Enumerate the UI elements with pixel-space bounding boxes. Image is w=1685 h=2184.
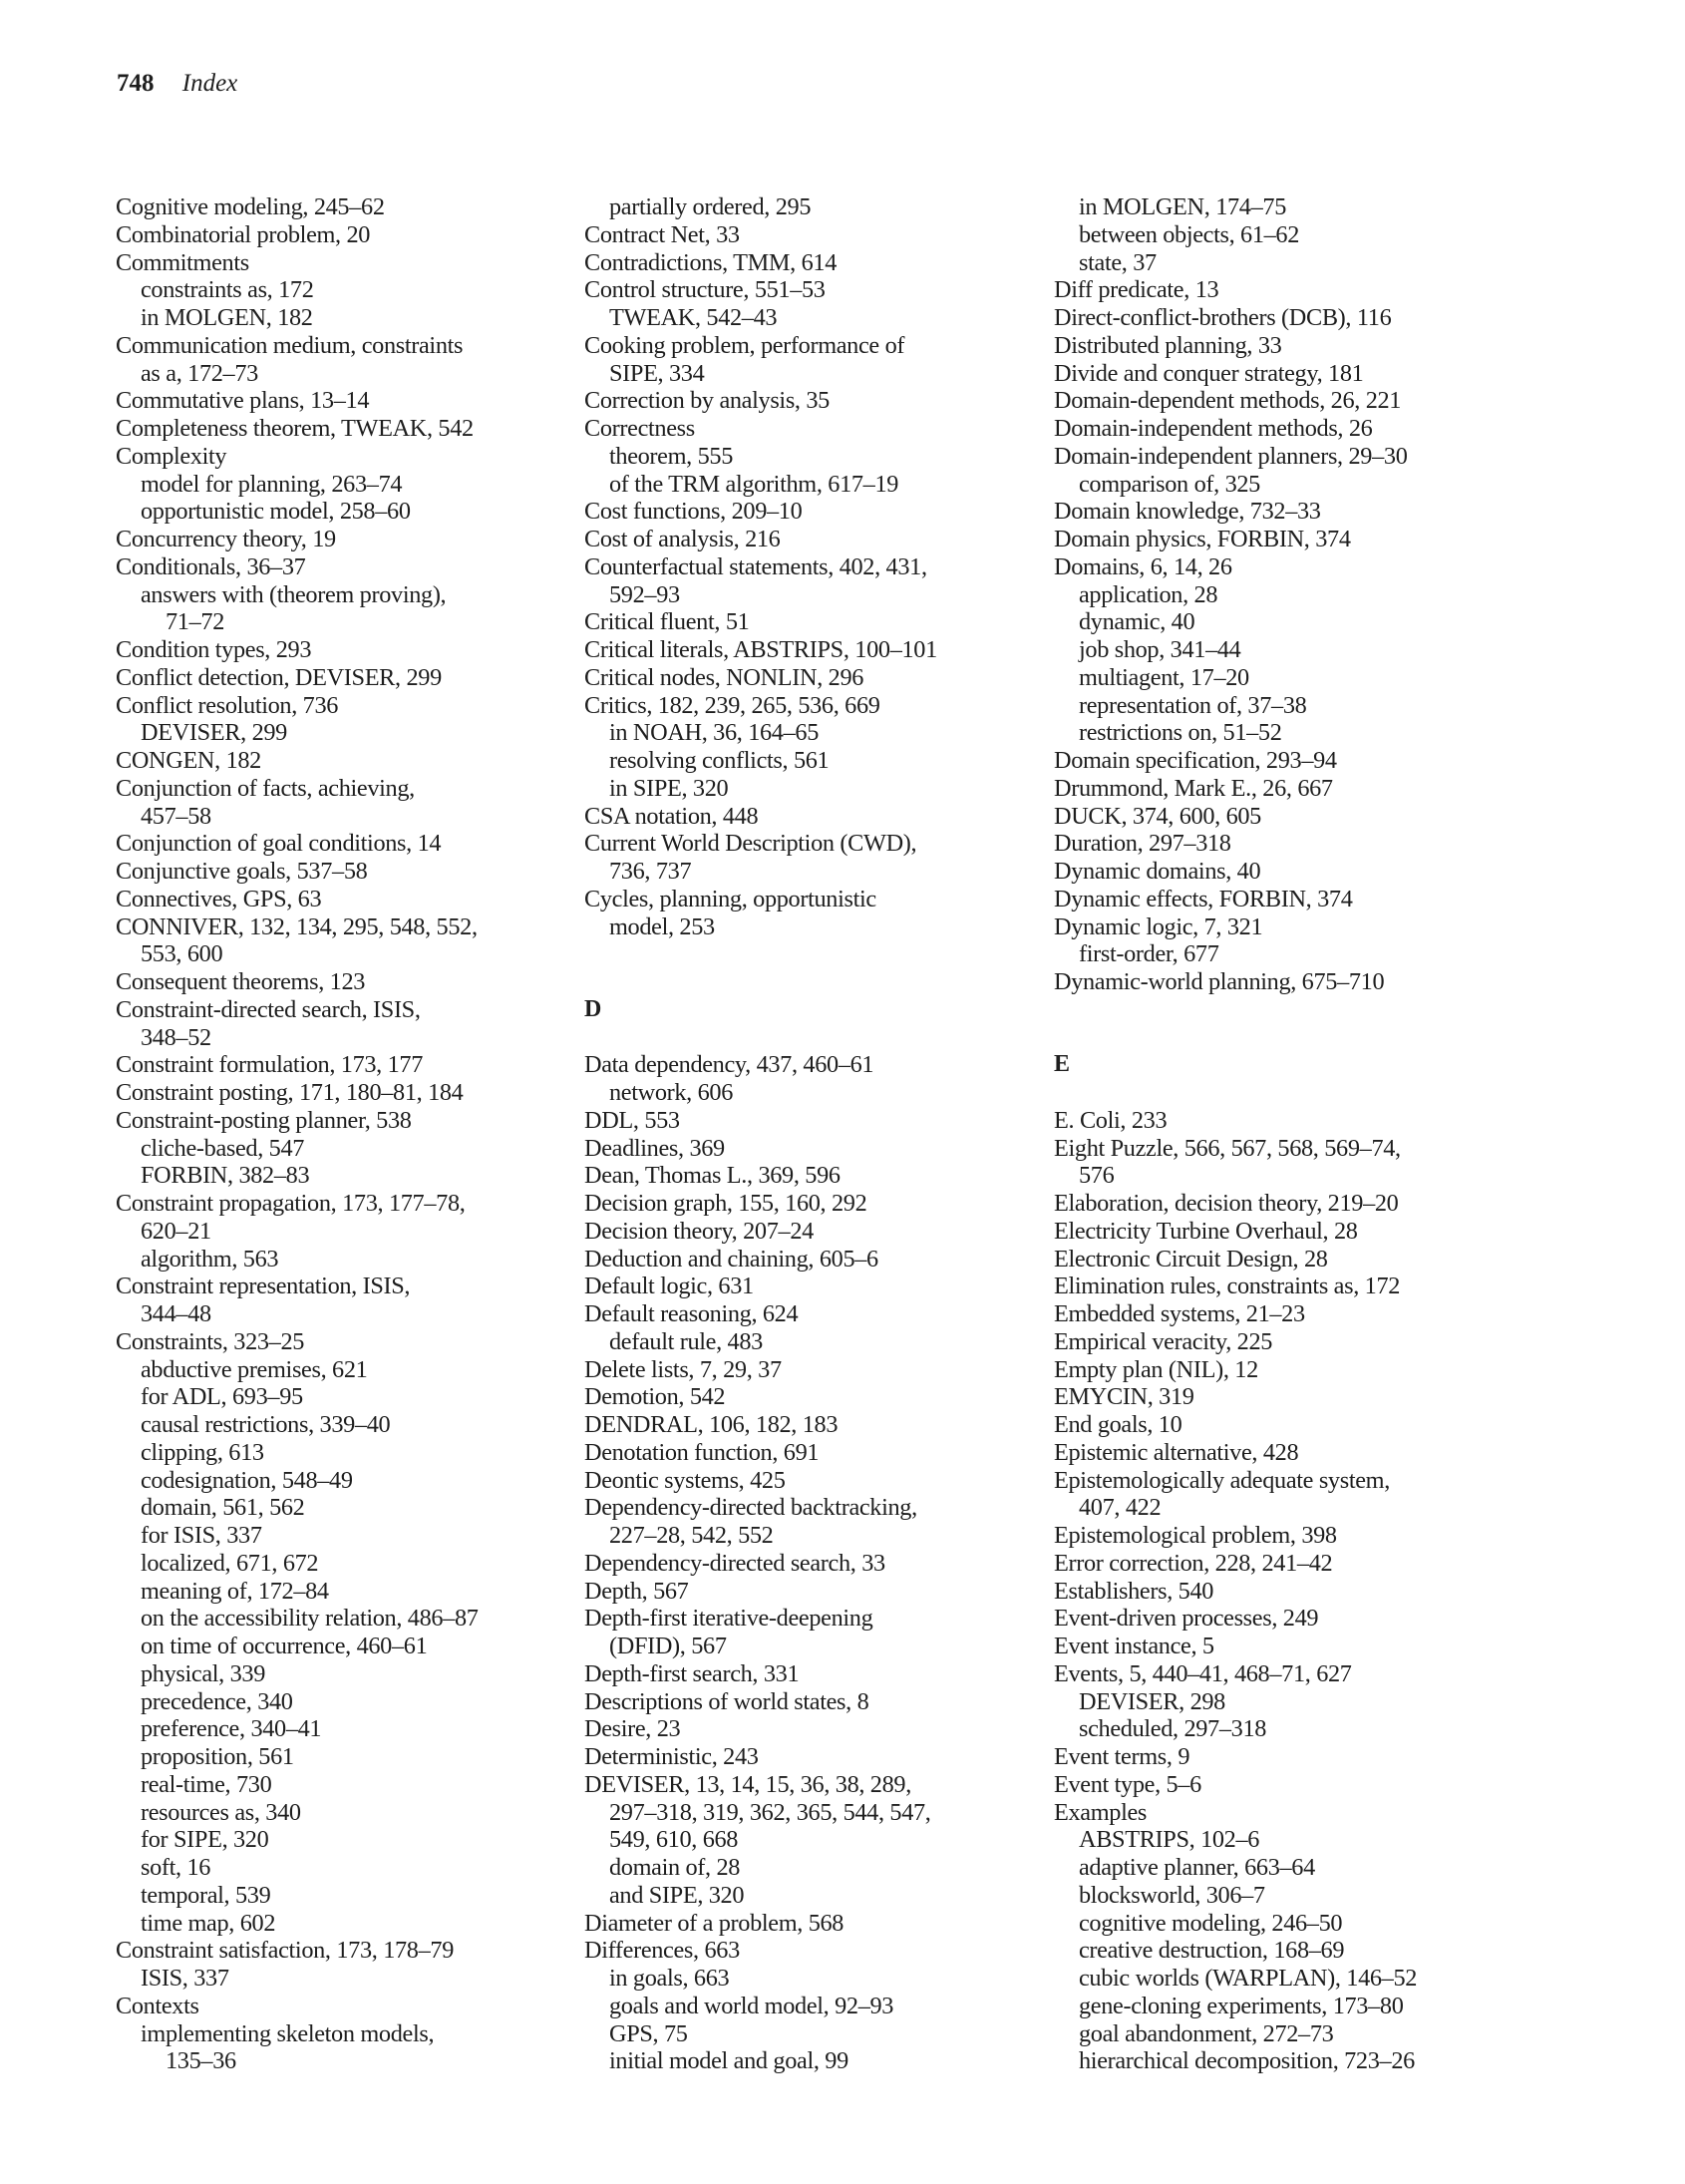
index-entry: Dependency-directed search, 33 [584,1549,885,1577]
index-subentry: cognitive modeling, 246–50 [1079,1909,1343,1937]
index-entry: Conditionals, 36–37 [116,552,306,580]
index-entry: Diff predicate, 13 [1054,276,1219,304]
index-entry: Event-driven processes, 249 [1054,1605,1319,1633]
index-subentry: 227–28, 542, 552 [609,1522,774,1549]
index-entry: Counterfactual statements, 402, 431, [584,552,927,580]
index-entry: Event instance, 5 [1054,1633,1214,1659]
index-entry: Cycles, planning, opportunistic [584,885,876,912]
index-subentry: 592–93 [609,580,680,608]
index-subentry: adaptive planner, 663–64 [1079,1854,1315,1881]
index-entry: Decision theory, 207–24 [584,1217,814,1245]
index-subentry: dynamic, 40 [1079,608,1195,636]
index-entry: Divide and conquer strategy, 181 [1054,359,1364,387]
index-entry: Domain-independent methods, 26 [1054,415,1373,442]
index-entry: Connectives, GPS, 63 [116,885,322,912]
index-entry: Event type, 5–6 [1054,1770,1201,1798]
index-subentry: proposition, 561 [141,1743,294,1770]
index-subentry: between objects, 61–62 [1079,220,1300,248]
index-entry: Conjunction of goal conditions, 14 [116,830,442,858]
index-subentry: application, 28 [1079,580,1218,608]
index-entry: E. Coli, 233 [1054,1106,1168,1134]
index-entry: Desire, 23 [584,1715,681,1743]
index-entry: Embedded systems, 21–23 [1054,1300,1305,1327]
index-entry: Critical literals, ABSTRIPS, 100–101 [584,636,937,663]
index-entry: Error correction, 228, 241–42 [1054,1549,1333,1577]
index-subentry: 736, 737 [609,858,692,885]
index-entry: Domain physics, FORBIN, 374 [1054,526,1351,552]
running-title: Index [181,70,238,97]
index-entry: Contradictions, TMM, 614 [584,248,838,276]
index-subentry: 553, 600 [141,940,223,968]
index-subentry: localized, 671, 672 [141,1549,319,1577]
index-subentry: model, 253 [609,912,715,940]
index-subentry: 135–36 [166,2047,236,2075]
index-subentry: soft, 16 [141,1854,211,1881]
index-entry: Critical nodes, NONLIN, 296 [584,663,864,691]
index-subentry: for SIPE, 320 [141,1826,269,1854]
index-subentry: hierarchical decomposition, 723–26 [1079,2047,1415,2075]
index-subentry: 576 [1079,1162,1115,1190]
index-entry: End goals, 10 [1054,1411,1182,1438]
index-entry: Constraint-directed search, ISIS, [116,995,421,1023]
index-entry: Cost of analysis, 216 [584,526,781,552]
index-entry: Elimination rules, constraints as, 172 [1054,1273,1401,1300]
index-entry: Constraint formulation, 173, 177 [116,1051,424,1079]
index-entry: Delete lists, 7, 29, 37 [584,1355,782,1383]
index-entry: Correctness [584,415,695,442]
index-entry: Constraint-posting planner, 538 [116,1106,412,1134]
index-subentry: DEVISER, 299 [141,719,287,747]
index-entry: Complexity [116,442,227,470]
index-subentry: DEVISER, 298 [1079,1687,1225,1715]
index-entry: Denotation function, 691 [584,1438,820,1466]
index-entry: Depth-first iterative-deepening [584,1605,873,1633]
index-entry: Dynamic logic, 7, 321 [1054,912,1263,940]
index-subentry: comparison of, 325 [1079,470,1260,498]
index-subentry: scheduled, 297–318 [1079,1715,1267,1743]
index-subentry: 344–48 [141,1300,211,1327]
index-subentry: 620–21 [141,1217,211,1245]
index-subentry: network, 606 [609,1079,734,1106]
index-subentry: model for planning, 263–74 [141,470,403,498]
index-subentry: default rule, 483 [609,1327,763,1355]
index-subentry: resolving conflicts, 561 [609,747,830,774]
index-subentry: physical, 339 [141,1659,266,1687]
index-subentry: multiagent, 17–20 [1079,663,1249,691]
index-entry: Control structure, 551–53 [584,276,826,304]
index-subentry: preference, 340–41 [141,1715,322,1743]
index-entry: Commutative plans, 13–14 [116,387,370,415]
index-subentry: 297–318, 319, 362, 365, 544, 547, [609,1798,931,1826]
index-entry: EMYCIN, 319 [1054,1383,1194,1411]
index-entry: Distributed planning, 33 [1054,331,1282,359]
index-subentry: algorithm, 563 [141,1245,279,1273]
index-subentry: restrictions on, 51–52 [1079,719,1282,747]
index-entry: Dynamic-world planning, 675–710 [1054,968,1385,995]
page-header [117,70,237,98]
section-letter-heading: D [584,995,601,1022]
index-subentry: in MOLGEN, 182 [141,304,313,331]
index-column-2 [584,193,1023,2075]
index-subentry: real-time, 730 [141,1770,272,1798]
index-subentry: 549, 610, 668 [609,1826,739,1854]
spacer [1054,1024,1493,1052]
index-subentry: 407, 422 [1079,1494,1162,1522]
index-entry: Descriptions of world states, 8 [584,1687,869,1715]
index-entry: Domain-dependent methods, 26, 221 [1054,387,1402,415]
index-entry: Contexts [116,1992,199,2019]
index-entry: CONGEN, 182 [116,747,261,774]
index-entry: Establishers, 540 [1054,1577,1214,1605]
index-entry: Differences, 663 [584,1937,740,1965]
index-entry: Decision graph, 155, 160, 292 [584,1190,867,1217]
index-subentry: in goals, 663 [609,1965,730,1992]
index-subentry: causal restrictions, 339–40 [141,1411,391,1438]
index-entry: Conjunction of facts, achieving, [116,774,415,802]
index-subentry: meaning of, 172–84 [141,1577,329,1605]
index-entry: Correction by analysis, 35 [584,387,830,415]
index-subentry: on time of occurrence, 460–61 [141,1633,428,1659]
index-subentry: of the TRM algorithm, 617–19 [609,470,899,498]
index-subentry: domain of, 28 [609,1854,741,1881]
index-entry: Conjunctive goals, 537–58 [116,858,368,885]
index-entry: Epistemological problem, 398 [1054,1522,1337,1549]
index-subentry: 457–58 [141,802,211,830]
spacer [1054,1079,1493,1107]
index-entry: Domains, 6, 14, 26 [1054,552,1232,580]
index-entry: Dean, Thomas L., 369, 596 [584,1162,841,1190]
index-entry: Cognitive modeling, 245–62 [116,193,385,220]
index-subentry: in NOAH, 36, 164–65 [609,719,819,747]
index-subentry: clipping, 613 [141,1438,264,1466]
index-subentry: cliche-based, 547 [141,1134,305,1162]
index-entry: Concurrency theory, 19 [116,526,336,552]
index-entry: Conflict resolution, 736 [116,691,339,719]
index-entry: Cost functions, 209–10 [584,498,803,526]
index-entry: CSA notation, 448 [584,802,759,830]
index-subentry: domain, 561, 562 [141,1494,305,1522]
index-entry: Commitments [116,248,249,276]
index-entry: DDL, 553 [584,1106,680,1134]
index-entry: Dynamic domains, 40 [1054,858,1261,885]
section-letter-heading: E [1054,1051,1070,1078]
index-entry: Constraint propagation, 173, 177–78, [116,1190,466,1217]
index-entry: Drummond, Mark E., 26, 667 [1054,774,1333,802]
index-entry: Deontic systems, 425 [584,1466,786,1494]
index-subentry: SIPE, 334 [609,359,705,387]
index-entry: Epistemic alternative, 428 [1054,1438,1299,1466]
index-subentry: first-order, 677 [1079,940,1219,968]
index-entry: Eight Puzzle, 566, 567, 568, 569–74, [1054,1134,1401,1162]
index-subentry: abductive premises, 621 [141,1355,368,1383]
spacer [584,1024,1023,1052]
index-entry: Communication medium, constraints [116,331,464,359]
index-subentry: in MOLGEN, 174–75 [1079,193,1286,220]
index-entry: Examples [1054,1798,1148,1826]
index-entry: Cooking problem, performance of [584,331,905,359]
index-column-1 [116,193,554,2075]
index-entry: Critics, 182, 239, 265, 536, 669 [584,691,880,719]
index-entry: Events, 5, 440–41, 468–71, 627 [1054,1659,1352,1687]
index-entry: Conflict detection, DEVISER, 299 [116,663,442,691]
index-entry: Constraint representation, ISIS, [116,1273,411,1300]
index-entry: Completeness theorem, TWEAK, 542 [116,415,474,442]
index-entry: Default reasoning, 624 [584,1300,799,1327]
index-subentry: implementing skeleton models, [141,2019,435,2047]
index-entry: Depth-first search, 331 [584,1659,800,1687]
index-subentry: initial model and goal, 99 [609,2047,848,2075]
index-subentry: time map, 602 [141,1909,276,1937]
index-subentry: precedence, 340 [141,1687,293,1715]
index-entry: Event terms, 9 [1054,1743,1190,1770]
index-subentry: for ADL, 693–95 [141,1383,303,1411]
index-entry: Constraint posting, 171, 180–81, 184 [116,1079,464,1106]
index-subentry: constraints as, 172 [141,276,314,304]
index-subentry: blocksworld, 306–7 [1079,1881,1265,1909]
index-subentry: theorem, 555 [609,442,733,470]
index-subentry: on the accessibility relation, 486–87 [141,1605,479,1633]
index-entry: Domain knowledge, 732–33 [1054,498,1321,526]
index-subentry: job shop, 341–44 [1079,636,1241,663]
index-entry: Elaboration, decision theory, 219–20 [1054,1190,1399,1217]
index-entry: Default logic, 631 [584,1273,754,1300]
index-entry: DENDRAL, 106, 182, 183 [584,1411,839,1438]
index-subentry: goals and world model, 92–93 [609,1992,894,2019]
index-entry: Electricity Turbine Overhaul, 28 [1054,1217,1358,1245]
spacer [584,940,1023,968]
index-entry: Depth, 567 [584,1577,689,1605]
index-entry: Duration, 297–318 [1054,830,1231,858]
index-entry: Deduction and chaining, 605–6 [584,1245,878,1273]
index-entry: Diameter of a problem, 568 [584,1909,844,1937]
index-subentry: for ISIS, 337 [141,1522,262,1549]
index-entry: Constraint satisfaction, 173, 178–79 [116,1937,454,1965]
index-entry: Condition types, 293 [116,636,312,663]
index-entry: DUCK, 374, 600, 605 [1054,802,1261,830]
index-subentry: (DFID), 567 [609,1633,727,1659]
index-entry: Empty plan (NIL), 12 [1054,1355,1258,1383]
index-subentry: in SIPE, 320 [609,774,729,802]
index-subentry: cubic worlds (WARPLAN), 146–52 [1079,1965,1418,1992]
index-subentry: ABSTRIPS, 102–6 [1079,1826,1260,1854]
index-entry: DEVISER, 13, 14, 15, 36, 38, 289, [584,1770,911,1798]
index-subentry: goal abandonment, 272–73 [1079,2019,1334,2047]
index-subentry: temporal, 539 [141,1881,271,1909]
index-entry: Contract Net, 33 [584,220,740,248]
index-subentry: as a, 172–73 [141,359,258,387]
page-number: 748 [117,70,155,97]
index-subentry: gene-cloning experiments, 173–80 [1079,1992,1404,2019]
index-subentry: FORBIN, 382–83 [141,1162,310,1190]
index-subentry: 71–72 [166,608,224,636]
index-entry: Empirical veracity, 225 [1054,1327,1273,1355]
index-subentry: answers with (theorem proving), [141,580,447,608]
index-column-3 [1054,193,1493,2075]
index-subentry: TWEAK, 542–43 [609,304,778,331]
index-subentry: ISIS, 337 [141,1965,229,1992]
spacer [1054,996,1493,1024]
index-entry: Direct-conflict-brothers (DCB), 116 [1054,304,1392,331]
spacer [584,968,1023,996]
index-subentry: GPS, 75 [609,2019,688,2047]
index-entry: CONNIVER, 132, 134, 295, 548, 552, [116,912,478,940]
index-entry: Current World Description (CWD), [584,830,917,858]
index-subentry: and SIPE, 320 [609,1881,745,1909]
index-entry: Combinatorial problem, 20 [116,220,371,248]
index-subentry: codesignation, 548–49 [141,1466,353,1494]
index-entry: Deadlines, 369 [584,1134,725,1162]
index-entry: Critical fluent, 51 [584,608,750,636]
index-entry: Dynamic effects, FORBIN, 374 [1054,885,1353,912]
index-entry: Demotion, 542 [584,1383,726,1411]
index-entry: Data dependency, 437, 460–61 [584,1051,874,1079]
index-subentry: state, 37 [1079,248,1157,276]
index-subentry: opportunistic model, 258–60 [141,498,411,526]
index-entry: Deterministic, 243 [584,1743,759,1770]
index-subentry: creative destruction, 168–69 [1079,1937,1345,1965]
index-subentry: resources as, 340 [141,1798,301,1826]
index-entry: Consequent theorems, 123 [116,968,366,995]
index-entry: Domain-independent planners, 29–30 [1054,442,1408,470]
index-entry: Domain specification, 293–94 [1054,747,1337,774]
index-entry: Dependency-directed backtracking, [584,1494,917,1522]
index-subentry: representation of, 37–38 [1079,691,1307,719]
index-entry: Constraints, 323–25 [116,1327,305,1355]
index-entry: Electronic Circuit Design, 28 [1054,1245,1328,1273]
index-subentry: partially ordered, 295 [609,193,812,220]
index-entry: Epistemologically adequate system, [1054,1466,1390,1494]
index-subentry: 348–52 [141,1023,211,1051]
